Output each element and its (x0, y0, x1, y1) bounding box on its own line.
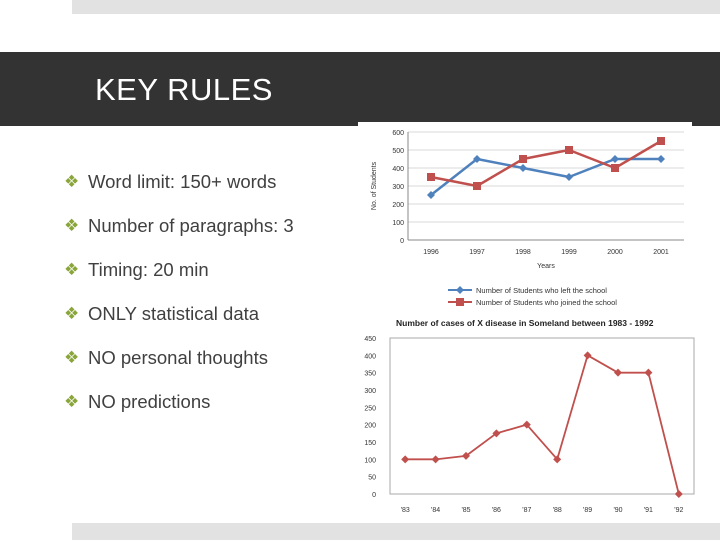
data-point (565, 146, 573, 154)
data-point (432, 455, 440, 463)
data-point (657, 155, 665, 163)
x-tick-label: 1996 (423, 249, 439, 256)
disease-chart-svg (356, 318, 700, 522)
data-point (611, 164, 619, 172)
legend-label: Number of Students who left the school (476, 286, 607, 295)
data-point (657, 137, 665, 145)
bottom-decor-strip (72, 523, 720, 540)
x-tick-label: '90 (613, 507, 623, 514)
y-tick-label: 350 (364, 370, 376, 378)
y-tick-label: 300 (364, 388, 376, 395)
disease-chart (356, 318, 700, 522)
legend-marker (456, 286, 464, 294)
x-tick-label: '87 (522, 507, 532, 514)
y-tick-label: 500 (392, 148, 404, 155)
y-axis-label: No. of Students (371, 161, 378, 211)
data-point (584, 351, 592, 359)
list-item (64, 204, 294, 248)
x-tick-label: '89 (583, 507, 593, 514)
x-tick-label: '85 (461, 507, 471, 514)
diamond-bullet-icon: ❖ (64, 304, 80, 323)
y-tick-label: 450 (364, 336, 376, 343)
series-line (431, 159, 661, 195)
y-tick-label: 0 (372, 492, 376, 499)
list-item (64, 160, 294, 204)
series-line (431, 141, 661, 186)
legend-marker (456, 298, 464, 306)
list-item (64, 336, 294, 380)
series-0 (427, 155, 665, 199)
x-tick-label: '84 (431, 507, 441, 514)
students-chart (358, 122, 692, 312)
data-point (611, 155, 619, 163)
y-tick-label: 0 (400, 238, 404, 245)
y-tick-label: 300 (392, 184, 404, 191)
y-tick-label: 250 (364, 405, 376, 413)
x-tick-label: '91 (643, 507, 653, 514)
bullet-text: NO predictions (88, 391, 211, 412)
x-tick-label: 1998 (515, 249, 531, 256)
y-tick-label: 50 (368, 474, 376, 482)
x-tick-label: 1997 (469, 249, 485, 256)
x-tick-label: 2000 (607, 249, 623, 256)
y-tick-label: 600 (392, 130, 404, 137)
bullet-text: Word limit: 150+ words (88, 171, 277, 192)
diamond-bullet-icon: ❖ (64, 348, 80, 367)
x-tick-label: 1999 (561, 249, 577, 256)
y-tick-label: 400 (364, 353, 376, 361)
diamond-bullet-icon: ❖ (64, 392, 80, 411)
x-tick-label: '92 (674, 507, 684, 514)
bullet-text: ONLY statistical data (88, 303, 260, 324)
y-tick-label: 100 (392, 220, 404, 227)
data-point (427, 173, 435, 181)
data-point (565, 173, 573, 181)
y-tick-label: 200 (392, 202, 404, 209)
bullet-text: Timing: 20 min (88, 259, 209, 280)
series-line (405, 355, 679, 494)
x-axis-label: Years (537, 263, 555, 270)
plot-border (390, 338, 694, 494)
data-point (519, 164, 527, 172)
y-tick-label: 400 (392, 166, 404, 173)
list-item (64, 380, 294, 424)
x-tick-label: '88 (552, 507, 562, 514)
bullet-text: Number of paragraphs: 3 (88, 215, 294, 236)
data-point (644, 369, 652, 377)
y-tick-label: 100 (364, 457, 376, 465)
top-decor-strip (72, 0, 720, 14)
rules-list (64, 160, 294, 424)
data-point (473, 182, 481, 190)
series-0 (401, 351, 683, 498)
series-1 (427, 137, 665, 190)
x-tick-label: '86 (491, 507, 501, 514)
list-item (64, 248, 294, 292)
students-chart-svg (358, 122, 692, 312)
data-point (675, 490, 683, 498)
legend-label: Number of Students who joined the school (476, 298, 617, 307)
y-tick-label: 200 (364, 422, 376, 430)
data-point (519, 155, 527, 163)
slide-title: KEY RULES (95, 72, 273, 107)
diamond-bullet-icon: ❖ (64, 260, 80, 279)
bullet-text: NO personal thoughts (88, 347, 268, 368)
data-point (401, 455, 409, 463)
list-item (64, 292, 294, 336)
x-tick-label: '83 (400, 507, 410, 514)
diamond-bullet-icon: ❖ (64, 216, 80, 235)
chart-title: Number of cases of X disease in Someland between 1983 - 1992 (396, 318, 654, 328)
y-tick-label: 150 (364, 440, 376, 447)
diamond-bullet-icon: ❖ (64, 172, 80, 191)
data-point (614, 369, 622, 377)
x-tick-label: 2001 (653, 249, 669, 256)
